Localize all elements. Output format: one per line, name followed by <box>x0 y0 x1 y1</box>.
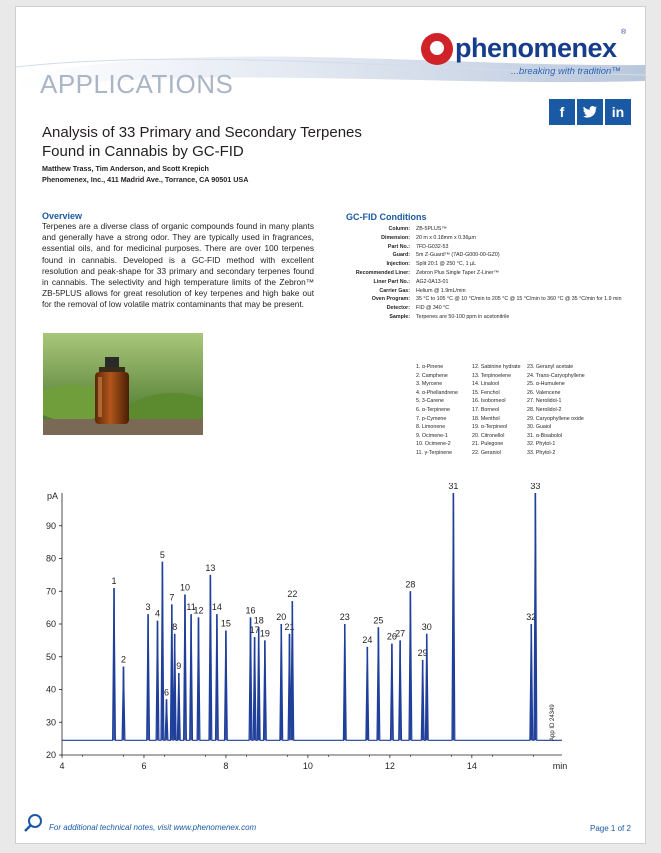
condition-row: Dimension: 20 m x 0.18mm x 0.36µm <box>381 234 476 241</box>
condition-row: Part No.: 7FD-G032-53 <box>387 243 449 250</box>
compound-item: 8. Limonene <box>416 424 446 431</box>
peak-label: 19 <box>259 628 270 639</box>
x-tick-label: 6 <box>141 761 147 771</box>
peak-label: 7 <box>169 592 175 603</box>
logo-wordmark: phenomenex <box>455 33 617 63</box>
peak-label: 11 <box>186 602 196 613</box>
peak-label: 29 <box>417 648 428 659</box>
y-tick-label: 80 <box>45 553 56 564</box>
peak-label: 9 <box>176 661 182 672</box>
compound-item: 25. α-Humulene <box>527 381 565 388</box>
condition-row: Guard: 5m Z-Guard™ (7AD-G000-00-GZ0) <box>392 252 500 259</box>
y-tick-label: 40 <box>45 684 56 695</box>
compound-item: 23. Geranyl acetate <box>527 364 574 370</box>
article-title <box>42 123 362 161</box>
social-links <box>549 99 631 125</box>
title-line-2: Found in Cannabis by GC-FID <box>42 143 244 160</box>
compound-item: 1. α-Pinene <box>416 364 444 370</box>
chromatogram <box>26 483 586 773</box>
peak-label: 17 <box>249 625 260 636</box>
affiliation: Phenomenex, Inc., 411 Madrid Ave., Torrance, CA 90501 USA <box>42 175 249 184</box>
application-note-page <box>15 6 646 844</box>
condition-row: Sample: Terpenes are 50-100 ppm in acetonitrile <box>389 313 510 320</box>
peak-label: 2 <box>120 654 126 665</box>
peak-label: 32 <box>526 612 537 622</box>
logo-registered: ® <box>621 29 627 36</box>
compound-item: 30. Guaiol <box>527 424 552 431</box>
compound-item: 28. Nerolidol-2 <box>527 406 562 413</box>
chromatogram-trace <box>62 493 562 740</box>
condition-row: Recommended Liner: Zebron Plus Single Taper Z-Liner™ <box>355 269 499 276</box>
y-tick-label: 60 <box>45 619 56 629</box>
y-tick-label: 20 <box>45 750 56 760</box>
compound-item: 10. Ocimene-2 <box>416 441 451 448</box>
peak-label: 26 <box>386 631 397 642</box>
compound-item: 19. α-Terpineol <box>472 424 508 431</box>
condition-row: Column: ZB-5PLUS™ <box>388 226 447 232</box>
peak-label: 8 <box>172 621 178 632</box>
compound-item: 29. Caryophyllene oxide <box>527 415 584 422</box>
y-tick-label: 50 <box>45 651 56 662</box>
logo-tagline: ...breaking with tradition™ <box>511 66 621 77</box>
x-tick-label: 12 <box>384 761 395 771</box>
compound-item: 18. Menthol <box>472 415 500 422</box>
x-tick-label: 14 <box>466 761 477 771</box>
x-tick-label: 4 <box>59 761 65 771</box>
title-line-1: Analysis of 33 Primary and Secondary Terpenes <box>42 124 362 141</box>
x-tick-label: 8 <box>223 761 229 771</box>
peak-label: 22 <box>287 589 298 600</box>
compound-item: 12. Sabinine hydrate <box>472 364 521 370</box>
magnifier-icon <box>22 812 44 834</box>
authors-block <box>42 163 248 185</box>
peak-label: 12 <box>193 605 204 616</box>
conditions-heading: GC-FID Conditions <box>346 212 427 222</box>
overview-body: Terpenes are a diverse class of organic compounds found in many plants and generally have a strong odor. They are typically used in fragrances, essential oils, and for medicinal purposes. There are over 100 terpenes found in cannabis. Developed is a GC-FID method with excellent resolution and peak-shape for 33 primary and secondary terpenes found in cannabis. The selectivity and high temperature limits of the Zebron™ ZB-5PLUS allows for great resolution of key terpenes and high bake out for the removal of low volatile matrix contaminants that may be present. <box>42 221 314 310</box>
condition-row: Carrier Gas: Helium @ 1.9mL/min <box>379 287 466 294</box>
peak-label: 24 <box>362 634 373 645</box>
compound-item: 14. Linalool <box>472 381 500 388</box>
logo-mark-icon <box>421 33 453 65</box>
y-axis-label: pA <box>46 491 58 501</box>
condition-row: Oven Program: 35 °C to 105 °C @ 10 °C/min to 205 °C @ 15 °C/min to 360 °C @ 35 °C/min for 1.9 min <box>371 296 622 303</box>
peak-label: 6 <box>164 687 170 698</box>
peak-label: 13 <box>205 562 216 573</box>
peak-label: 14 <box>211 602 222 613</box>
compound-item: 7. p-Cymene <box>416 415 447 422</box>
compound-item: 9. Ocimene-1 <box>416 432 448 439</box>
compound-list <box>416 363 642 458</box>
peak-label: 4 <box>154 608 160 619</box>
x-axis-label: min <box>552 761 568 771</box>
peak-label: 1 <box>111 575 117 586</box>
y-tick-label: 70 <box>45 586 56 597</box>
facebook-icon[interactable]: f <box>549 99 575 125</box>
compound-item: 5. 3-Carene <box>416 398 444 405</box>
peak-label: 5 <box>159 549 165 560</box>
phenomenex-logo[interactable] <box>421 29 631 79</box>
compound-item: 20. Citronellol <box>472 432 505 439</box>
peak-label: 20 <box>276 612 287 622</box>
compound-item: 4. α-Phellandrene <box>416 389 458 396</box>
condition-row: Liner Part No.: AG2-0A13-01 <box>373 278 449 285</box>
y-tick-label: 90 <box>45 520 56 531</box>
compound-item: 31. α-Bisabolol <box>527 432 563 439</box>
twitter-bird-icon <box>582 104 598 120</box>
peak-label: 28 <box>405 579 416 590</box>
peak-label: 16 <box>245 605 256 616</box>
compound-item: 15. Fenchol <box>472 389 500 396</box>
essential-oil-photo <box>43 333 203 435</box>
condition-row: Injection: Split 20:1 @ 250 °C, 1 µL <box>386 261 477 268</box>
peak-label: 27 <box>395 628 406 639</box>
compound-item: 21. Pulegone <box>472 441 504 448</box>
compound-item: 26. Valencene <box>527 389 561 396</box>
compound-item: 17. Borneol <box>472 406 500 413</box>
compound-item: 16. Isoborneol <box>472 398 506 405</box>
peak-label: 21 <box>284 621 295 632</box>
compound-item: 22. Geraniol <box>472 449 501 456</box>
compound-item: 11. γ-Terpinene <box>416 449 453 456</box>
peak-label: 25 <box>373 615 384 626</box>
overview-heading: Overview <box>42 211 83 221</box>
compound-item: 32. Phytol-1 <box>527 441 556 448</box>
section-title: APPLICATIONS <box>40 69 234 99</box>
peak-label: 18 <box>253 615 264 626</box>
peak-label: 23 <box>339 612 350 622</box>
peak-label: 10 <box>179 582 190 593</box>
compound-item: 33. Phytol-2 <box>527 449 556 456</box>
peak-label: 15 <box>220 618 231 629</box>
compound-item: 3. Myrcene <box>416 381 443 388</box>
compound-item: 2. Camphene <box>416 372 448 379</box>
x-tick-label: 10 <box>302 761 313 771</box>
peak-label: 31 <box>448 483 459 491</box>
conditions-table <box>348 225 638 322</box>
compound-item: 13. Terpinoelene <box>472 372 512 379</box>
compound-item: 6. α-Terpinene <box>416 406 450 413</box>
footer-note[interactable]: For additional technical notes, visit www.phenomenex.com <box>49 823 257 832</box>
y-tick-label: 30 <box>45 717 56 728</box>
twitter-icon[interactable] <box>577 99 603 125</box>
app-id-label: App ID 24349 <box>550 704 556 741</box>
condition-row: Detector: FID @ 340 °C <box>386 305 450 312</box>
compound-item: 27. Nerolidol-1 <box>527 398 562 405</box>
linkedin-icon[interactable]: in <box>605 99 631 125</box>
authors: Matthew Trass, Tim Anderson, and Scott Krepich <box>42 164 209 173</box>
peak-label: 30 <box>421 621 432 632</box>
peak-label: 33 <box>530 483 541 491</box>
peak-label: 3 <box>145 602 151 613</box>
compound-item: 24. Trans-Caryophyllene <box>527 372 585 379</box>
page-number: Page 1 of 2 <box>590 824 631 833</box>
bottle-illustration <box>43 333 203 435</box>
